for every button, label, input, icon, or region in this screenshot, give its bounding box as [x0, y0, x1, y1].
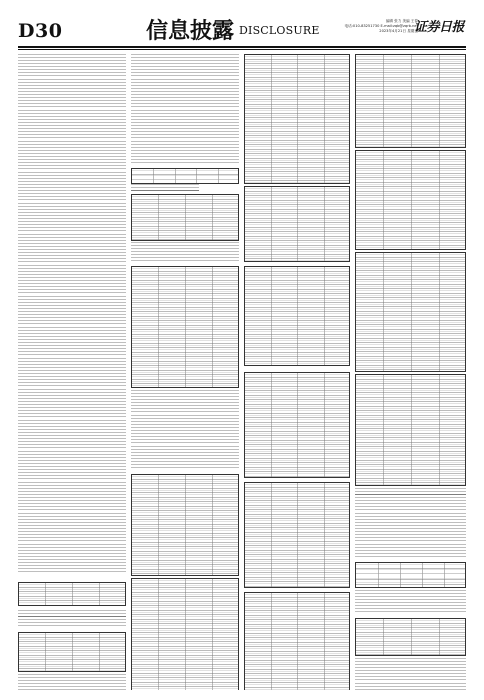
masthead — [18, 14, 466, 46]
data-table — [131, 194, 239, 241]
section-title-en: DISCLOSURE — [239, 24, 320, 37]
column-1 — [18, 54, 126, 690]
contact-line: 电话:010-83251730 E-mail:zqb@zqrb.net — [344, 24, 418, 28]
page-number: D30 — [18, 20, 63, 42]
date-line: 2023年4月21日 星期五 — [379, 29, 418, 33]
section-title-cn: 信息披露 — [146, 19, 235, 44]
announcement-body-text — [131, 54, 239, 164]
data-table — [131, 578, 239, 690]
data-table — [355, 618, 466, 656]
data-table — [244, 186, 350, 262]
data-table — [355, 374, 466, 486]
data-table — [244, 54, 350, 184]
masthead-rule — [18, 46, 466, 48]
data-table — [18, 582, 126, 606]
announcement-body-text — [131, 390, 239, 470]
data-table — [355, 54, 466, 148]
masthead-rule-thin — [18, 49, 466, 50]
data-table — [131, 266, 239, 388]
data-table — [131, 168, 239, 184]
announcement-body-text — [18, 54, 126, 574]
announcement-body-text — [355, 488, 466, 558]
data-table — [244, 592, 350, 690]
data-table — [131, 474, 239, 576]
data-table — [244, 482, 350, 588]
data-table — [355, 252, 466, 372]
announcement-body-text — [355, 590, 466, 614]
announcement-body-text — [18, 610, 126, 626]
announcement-body-text — [131, 184, 199, 192]
masthead-meta — [345, 19, 418, 34]
newspaper-logo: 证券日报 — [413, 20, 464, 35]
data-table — [355, 150, 466, 250]
announcement-body-text — [355, 658, 466, 690]
announcement-body-text — [131, 242, 239, 262]
data-table — [18, 632, 126, 672]
column-3 — [244, 54, 350, 690]
data-table — [244, 372, 350, 478]
data-table — [355, 562, 466, 588]
column-4 — [355, 54, 466, 690]
editor-line: 编辑 张力 美编 王春 — [385, 19, 418, 23]
column-2 — [131, 54, 239, 690]
announcement-body-text — [18, 674, 126, 690]
data-table — [244, 266, 350, 366]
